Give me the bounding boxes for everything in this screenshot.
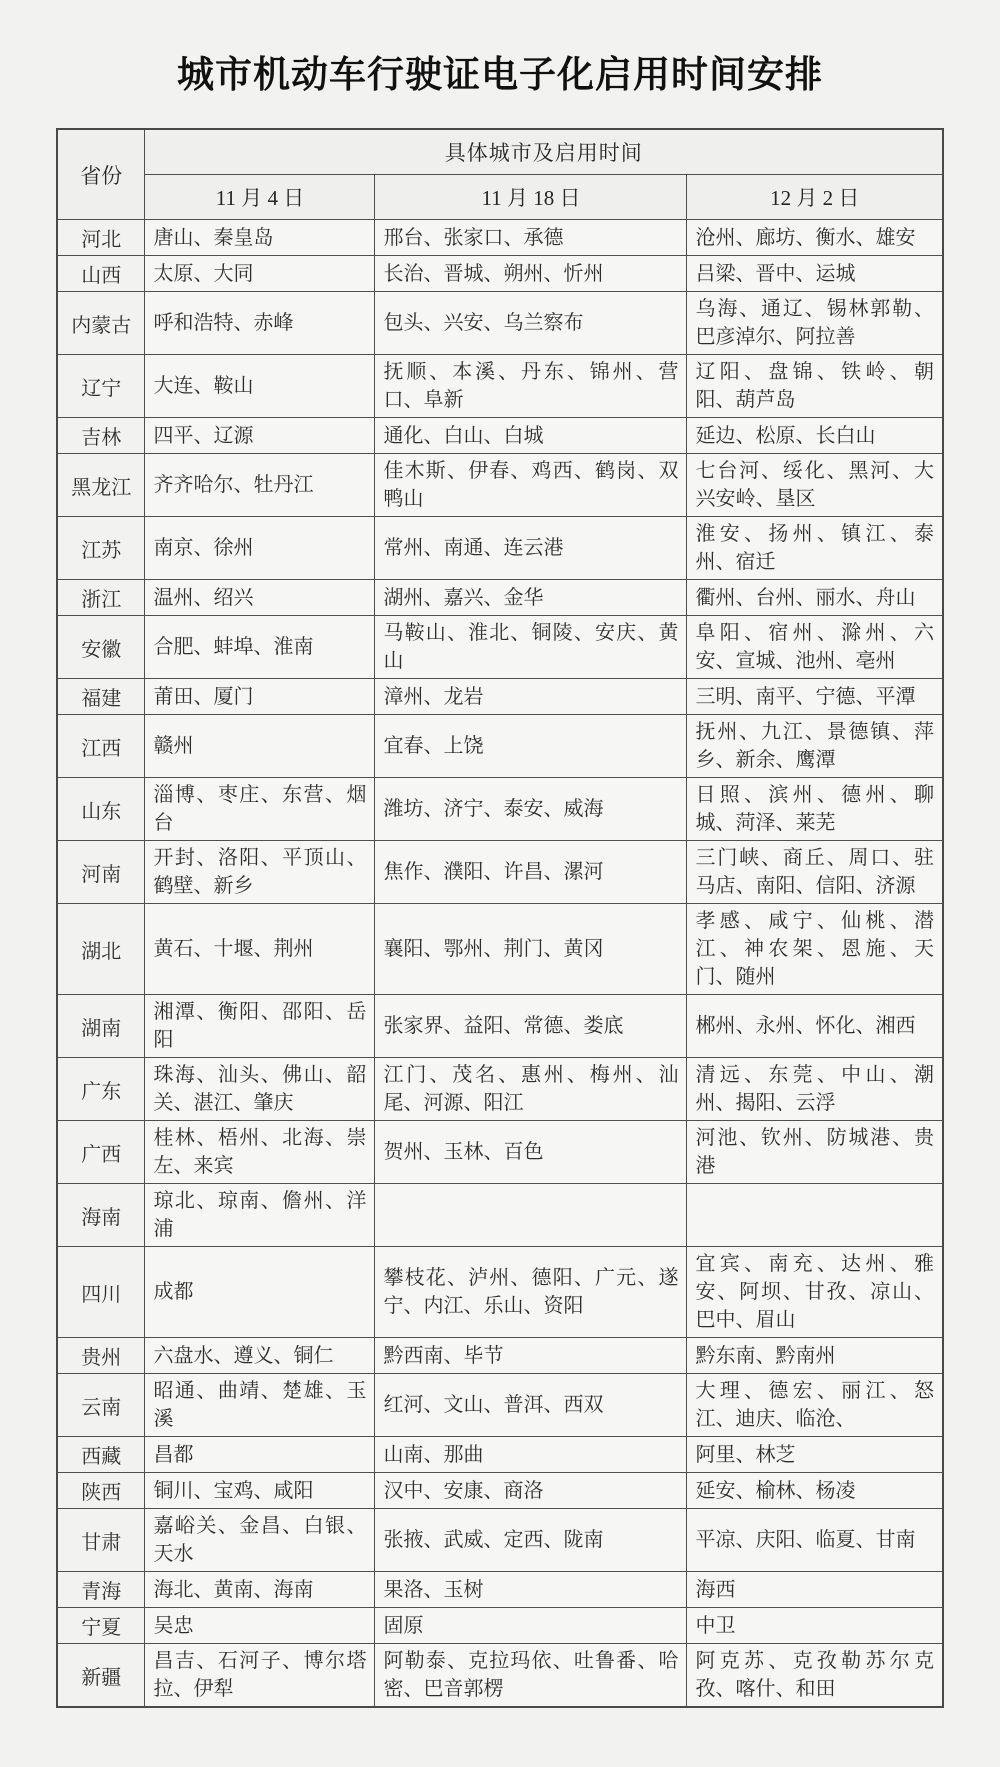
cities-cell-nov4: 太原、大同 — [145, 256, 375, 292]
cities-cell-nov4: 合肥、蚌埠、淮南 — [145, 616, 375, 679]
cities-cell-nov4: 嘉峪关、金昌、白银、天水 — [145, 1509, 375, 1572]
cities-cell-nov18: 黔西南、毕节 — [375, 1338, 687, 1374]
cities-cell-nov18: 阿勒泰、克拉玛依、吐鲁番、哈密、巴音郭楞 — [375, 1644, 687, 1708]
table-row — [57, 904, 943, 995]
cities-cell-nov18: 包头、兴安、乌兰察布 — [375, 292, 687, 355]
column-header-cities-group: 具体城市及启用时间 — [145, 129, 943, 175]
table-row — [57, 841, 943, 904]
table-row — [57, 1058, 943, 1121]
cities-cell-nov4: 唐山、秦皇岛 — [145, 220, 375, 256]
table-row — [57, 1374, 943, 1437]
province-cell: 甘肃 — [57, 1509, 145, 1572]
province-cell: 新疆 — [57, 1644, 145, 1708]
cities-cell-nov4: 海北、黄南、海南 — [145, 1572, 375, 1608]
province-cell: 广西 — [57, 1121, 145, 1184]
cities-cell-dec2: 日照、滨州、德州、聊城、菏泽、莱芜 — [687, 778, 943, 841]
table-row — [57, 517, 943, 580]
cities-cell-nov18: 襄阳、鄂州、荆门、黄冈 — [375, 904, 687, 995]
cities-cell-dec2: 郴州、永州、怀化、湘西 — [687, 995, 943, 1058]
cities-cell-nov4: 昌都 — [145, 1437, 375, 1473]
province-cell: 贵州 — [57, 1338, 145, 1374]
table-row — [57, 1184, 943, 1247]
cities-cell-nov18: 固原 — [375, 1608, 687, 1644]
cities-cell-dec2: 淮安、扬州、镇江、泰州、宿迁 — [687, 517, 943, 580]
cities-cell-dec2: 宜宾、南充、达州、雅安、阿坝、甘孜、凉山、巴中、眉山 — [687, 1247, 943, 1338]
cities-cell-nov18 — [375, 1184, 687, 1247]
cities-cell-nov18: 宜春、上饶 — [375, 715, 687, 778]
cities-cell-nov4: 铜川、宝鸡、咸阳 — [145, 1473, 375, 1509]
header-row-dates — [57, 175, 943, 220]
table-row — [57, 679, 943, 715]
province-cell: 山东 — [57, 778, 145, 841]
cities-cell-dec2: 衢州、台州、丽水、舟山 — [687, 580, 943, 616]
cities-cell-nov18: 通化、白山、白城 — [375, 418, 687, 454]
table-row — [57, 715, 943, 778]
cities-cell-nov18: 果洛、玉树 — [375, 1572, 687, 1608]
province-cell: 河南 — [57, 841, 145, 904]
cities-cell-nov18: 张家界、益阳、常德、娄底 — [375, 995, 687, 1058]
cities-cell-nov18: 焦作、濮阳、许昌、漯河 — [375, 841, 687, 904]
province-cell: 陕西 — [57, 1473, 145, 1509]
cities-cell-nov18: 湖州、嘉兴、金华 — [375, 580, 687, 616]
cities-cell-nov4: 赣州 — [145, 715, 375, 778]
cities-cell-nov18: 潍坊、济宁、泰安、威海 — [375, 778, 687, 841]
table-row — [57, 1473, 943, 1509]
table-row — [57, 580, 943, 616]
cities-cell-dec2: 大理、德宏、丽江、怒江、迪庆、临沧、 — [687, 1374, 943, 1437]
province-cell: 黑龙江 — [57, 454, 145, 517]
schedule-table — [56, 128, 944, 1708]
cities-cell-nov18: 红河、文山、普洱、西双 — [375, 1374, 687, 1437]
cities-cell-nov18: 山南、那曲 — [375, 1437, 687, 1473]
province-cell: 江苏 — [57, 517, 145, 580]
cities-cell-dec2: 阜阳、宿州、滁州、六安、宣城、池州、亳州 — [687, 616, 943, 679]
cities-cell-nov18: 漳州、龙岩 — [375, 679, 687, 715]
cities-cell-nov18: 常州、南通、连云港 — [375, 517, 687, 580]
cities-cell-nov18: 马鞍山、淮北、铜陵、安庆、黄山 — [375, 616, 687, 679]
table-row — [57, 1247, 943, 1338]
province-cell: 云南 — [57, 1374, 145, 1437]
column-header-date-nov18: 11 月 18 日 — [375, 175, 687, 220]
cities-cell-dec2: 辽阳、盘锦、铁岭、朝阳、葫芦岛 — [687, 355, 943, 418]
cities-cell-dec2: 海西 — [687, 1572, 943, 1608]
table-row — [57, 995, 943, 1058]
cities-cell-nov4: 莆田、厦门 — [145, 679, 375, 715]
province-cell: 辽宁 — [57, 355, 145, 418]
cities-cell-dec2: 抚州、九江、景德镇、萍乡、新余、鹰潭 — [687, 715, 943, 778]
cities-cell-dec2: 中卫 — [687, 1608, 943, 1644]
page-title: 城市机动车行驶证电子化启用时间安排 — [177, 55, 823, 96]
cities-cell-nov4: 湘潭、衡阳、邵阳、岳阳 — [145, 995, 375, 1058]
cities-cell-nov18: 贺州、玉林、百色 — [375, 1121, 687, 1184]
province-cell: 广东 — [57, 1058, 145, 1121]
table-row — [57, 1509, 943, 1572]
table-row — [57, 778, 943, 841]
table-row — [57, 616, 943, 679]
cities-cell-nov18: 邢台、张家口、承德 — [375, 220, 687, 256]
table-row — [57, 220, 943, 256]
cities-cell-dec2: 孝感、咸宁、仙桃、潜江、神农架、恩施、天门、随州 — [687, 904, 943, 995]
province-cell: 四川 — [57, 1247, 145, 1338]
cities-cell-nov18: 长治、晋城、朔州、忻州 — [375, 256, 687, 292]
cities-cell-dec2: 延安、榆林、杨凌 — [687, 1473, 943, 1509]
cities-cell-dec2: 三门峡、商丘、周口、驻马店、南阳、信阳、济源 — [687, 841, 943, 904]
column-header-date-nov4: 11 月 4 日 — [145, 175, 375, 220]
cities-cell-dec2: 乌海、通辽、锡林郭勒、巴彦淖尔、阿拉善 — [687, 292, 943, 355]
table-body — [57, 220, 943, 1708]
cities-cell-nov4: 大连、鞍山 — [145, 355, 375, 418]
cities-cell-nov4: 黄石、十堰、荆州 — [145, 904, 375, 995]
cities-cell-nov4: 桂林、梧州、北海、崇左、来宾 — [145, 1121, 375, 1184]
table-header — [57, 129, 943, 220]
cities-cell-nov4: 昌吉、石河子、博尔塔拉、伊犁 — [145, 1644, 375, 1708]
province-cell: 河北 — [57, 220, 145, 256]
cities-cell-dec2: 沧州、廊坊、衡水、雄安 — [687, 220, 943, 256]
table-row — [57, 1338, 943, 1374]
cities-cell-nov4: 淄博、枣庄、东营、烟台 — [145, 778, 375, 841]
cities-cell-dec2: 七台河、绥化、黑河、大兴安岭、垦区 — [687, 454, 943, 517]
cities-cell-nov4: 昭通、曲靖、楚雄、玉溪 — [145, 1374, 375, 1437]
cities-cell-dec2: 黔东南、黔南州 — [687, 1338, 943, 1374]
cities-cell-dec2: 阿克苏、克孜勒苏尔克孜、喀什、和田 — [687, 1644, 943, 1708]
cities-cell-dec2: 阿里、林芝 — [687, 1437, 943, 1473]
cities-cell-nov4: 成都 — [145, 1247, 375, 1338]
table-row — [57, 256, 943, 292]
table-row — [57, 355, 943, 418]
header-row-group — [57, 129, 943, 175]
cities-cell-nov18: 攀枝花、泸州、德阳、广元、遂宁、内江、乐山、资阳 — [375, 1247, 687, 1338]
cities-cell-nov18: 佳木斯、伊春、鸡西、鹤岗、双鸭山 — [375, 454, 687, 517]
table-row — [57, 1121, 943, 1184]
cities-cell-dec2: 平凉、庆阳、临夏、甘南 — [687, 1509, 943, 1572]
cities-cell-nov4: 吴忠 — [145, 1608, 375, 1644]
province-cell: 山西 — [57, 256, 145, 292]
cities-cell-nov4: 呼和浩特、赤峰 — [145, 292, 375, 355]
province-cell: 湖南 — [57, 995, 145, 1058]
cities-cell-dec2: 清远、东莞、中山、潮州、揭阳、云浮 — [687, 1058, 943, 1121]
cities-cell-dec2: 三明、南平、宁德、平潭 — [687, 679, 943, 715]
cities-cell-nov4: 齐齐哈尔、牡丹江 — [145, 454, 375, 517]
province-cell: 海南 — [57, 1184, 145, 1247]
table-row — [57, 418, 943, 454]
cities-cell-nov4: 珠海、汕头、佛山、韶关、湛江、肇庆 — [145, 1058, 375, 1121]
column-header-province: 省份 — [57, 129, 145, 220]
cities-cell-nov4: 温州、绍兴 — [145, 580, 375, 616]
province-cell: 江西 — [57, 715, 145, 778]
province-cell: 吉林 — [57, 418, 145, 454]
table-row — [57, 1572, 943, 1608]
cities-cell-nov4: 四平、辽源 — [145, 418, 375, 454]
cities-cell-dec2: 吕梁、晋中、运城 — [687, 256, 943, 292]
cities-cell-nov18: 汉中、安康、商洛 — [375, 1473, 687, 1509]
table-row — [57, 292, 943, 355]
province-cell: 安徽 — [57, 616, 145, 679]
province-cell: 福建 — [57, 679, 145, 715]
province-cell: 西藏 — [57, 1437, 145, 1473]
province-cell: 青海 — [57, 1572, 145, 1608]
cities-cell-nov18: 抚顺、本溪、丹东、锦州、营口、阜新 — [375, 355, 687, 418]
province-cell: 内蒙古 — [57, 292, 145, 355]
cities-cell-nov4: 六盘水、遵义、铜仁 — [145, 1338, 375, 1374]
cities-cell-nov18: 张掖、武威、定西、陇南 — [375, 1509, 687, 1572]
cities-cell-nov18: 江门、茂名、惠州、梅州、汕尾、河源、阳江 — [375, 1058, 687, 1121]
table-row — [57, 1437, 943, 1473]
table-row — [57, 454, 943, 517]
cities-cell-nov4: 南京、徐州 — [145, 517, 375, 580]
column-header-date-dec2: 12 月 2 日 — [687, 175, 943, 220]
cities-cell-dec2 — [687, 1184, 943, 1247]
province-cell: 湖北 — [57, 904, 145, 995]
table-row — [57, 1644, 943, 1708]
cities-cell-dec2: 延边、松原、长白山 — [687, 418, 943, 454]
cities-cell-dec2: 河池、钦州、防城港、贵港 — [687, 1121, 943, 1184]
cities-cell-nov4: 琼北、琼南、儋州、洋浦 — [145, 1184, 375, 1247]
table-row — [57, 1608, 943, 1644]
province-cell: 宁夏 — [57, 1608, 145, 1644]
province-cell: 浙江 — [57, 580, 145, 616]
cities-cell-nov4: 开封、洛阳、平顶山、鹤壁、新乡 — [145, 841, 375, 904]
